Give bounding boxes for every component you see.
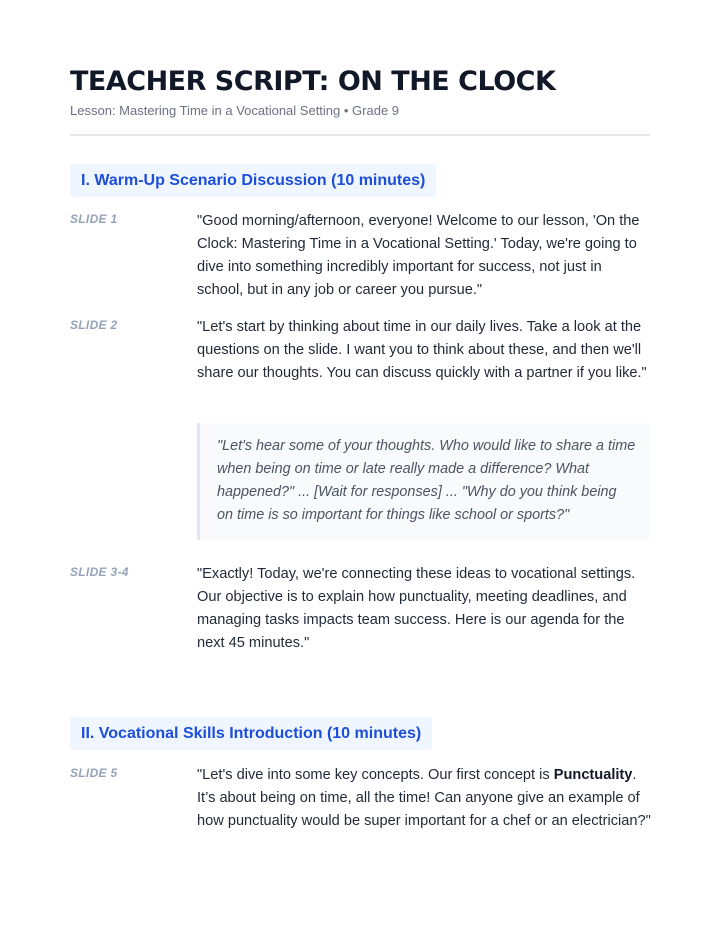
slide-label: SLIDE 3-4 [70, 565, 129, 579]
teacher-speech [197, 764, 652, 833]
speech-text-part: . It’s about being on time, all the time! Can anyone give an example of how punctuality would be super important for a chef or an electrician?" [197, 767, 651, 829]
lesson-subtitle: Lesson: Mastering Time in a Vocational Setting • Grade 9 [70, 103, 400, 118]
section-heading-vocational-skills: II. Vocational Skills Introduction (10 minutes) [70, 717, 432, 750]
slide-label: SLIDE 1 [70, 212, 118, 226]
slide-label: SLIDE 5 [70, 766, 118, 780]
teacher-speech: "Exactly! Today, we're connecting these ideas to vocational settings. Our objective is to explain how punctuality, meeting deadlines, and managing tasks impacts team success. Here is our agenda for the next 45 minutes." [197, 566, 636, 651]
header-divider [70, 134, 650, 136]
discussion-prompt-callout: "Let's hear some of your thoughts. Who would like to share a time when being on time or late really made a difference? What happened?" ... [Wait for responses] ... "Why do you think being on time is so important for things like school or sports?" [197, 423, 650, 540]
page-title: TEACHER SCRIPT: ON THE CLOCK [70, 66, 556, 97]
speech-text-part: "Let's dive into some key concepts. Our first concept is [197, 767, 554, 783]
key-concept-term: Punctuality [553, 767, 633, 783]
teacher-speech: "Let's start by thinking about time in our daily lives. Take a look at the questions on the slide. I want you to think about these, and then we'll share our thoughts. You can discuss quickly with a partner if you like." [197, 319, 647, 381]
slide-label: SLIDE 2 [70, 318, 118, 332]
teacher-speech: "Good morning/afternoon, everyone! Welcome to our lesson, 'On the Clock: Mastering Time in a Vocational Setting.' Today, we're going to dive into something incredibly important for success, not just in school, but in any job or career you pursue." [197, 213, 640, 298]
section-heading-warm-up: I. Warm-Up Scenario Discussion (10 minutes) [70, 164, 436, 197]
